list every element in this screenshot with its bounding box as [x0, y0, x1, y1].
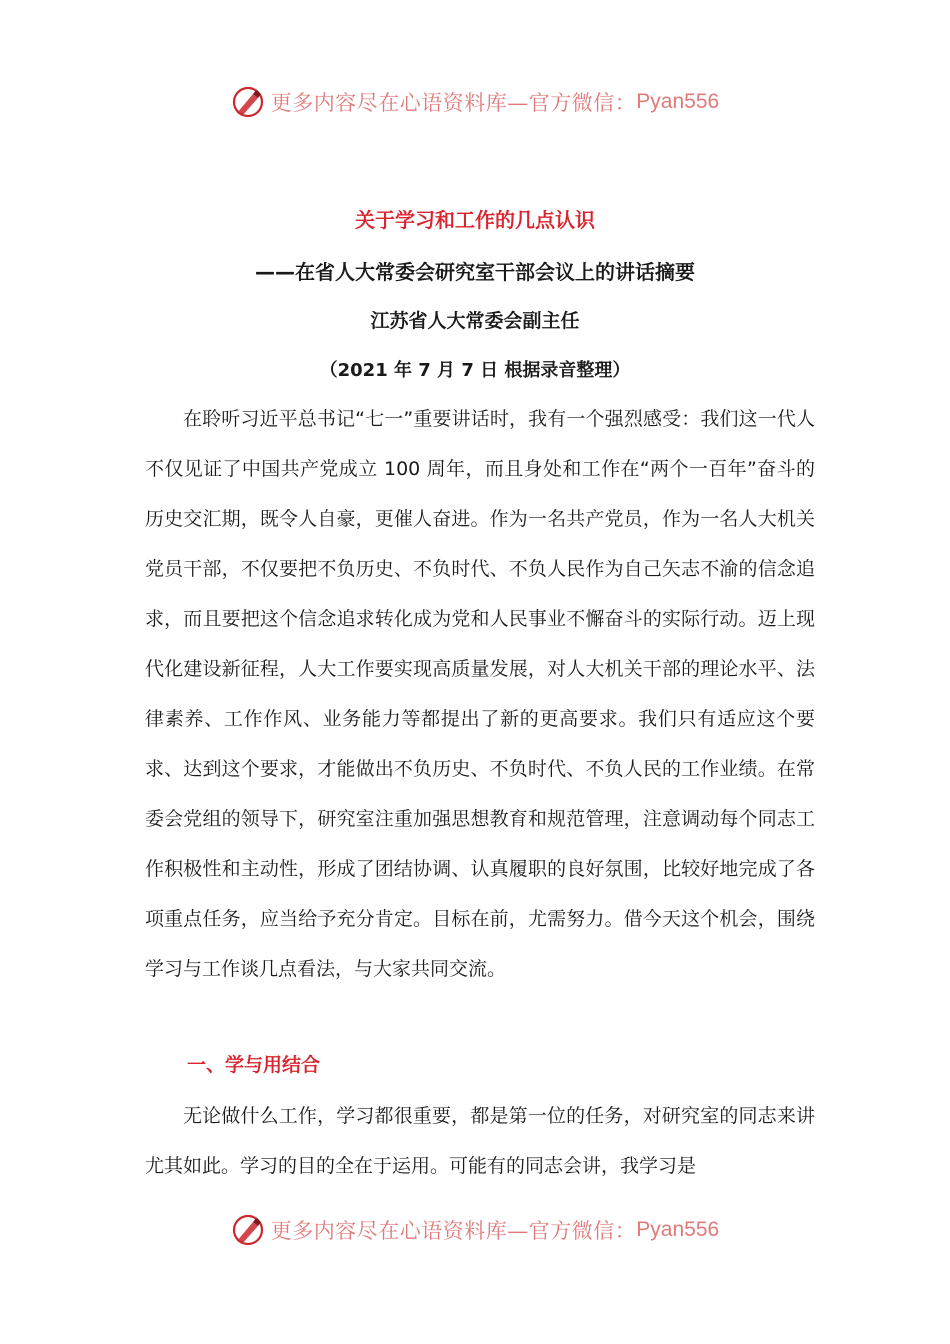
document-subtitle: ——在省人大常委会研究室干部会议上的讲话摘要 [255, 260, 695, 284]
pen-circle-icon [231, 1213, 265, 1247]
body-paragraph-1: 在聆听习近平总书记“七一”重要讲话时，我有一个强烈感受：我们这一代人不仅见证了中国共产党成立 100 周年，而且身处和工作在“两个一百年”奋斗的历史交汇期，既令人自豪，更催人奋进。作为一名共产党员，作为一名人大机关党员干部，不仅要把不负历史、不负时代、不负人民作为自己矢志不渝的信念追求，而且要把这个信念追求转化成为党和人民事业不懈奋斗的实际行动。迈上现代化建设新征程，人大工作要实现高质量发展，对人大机关干部的理论水平、法律素养、工作作风、业务能力等都提出了新的更高要求。我们只有适应这个要求、达到这个要求，才能做出不负历史、不负时代、不负人民的工作业绩。在常委会党组的领导下，研究室注重加强思想教育和规范管理，注意调动每个同志工作积极性和主动性，形成了团结协调、认真履职的良好氛围，比较好地完成了各项重点任务，应当给予充分肯定。目标在前，尤需努力。借今天这个机会，围绕学习与工作谈几点看法，与大家共同交流。 [145, 408, 815, 980]
date-note: （2021 年 7 月 7 日 根据录音整理） [319, 360, 631, 381]
document-title: 关于学习和工作的几点认识 [355, 208, 595, 232]
body-paragraph-2: 无论做什么工作，学习都很重要，都是第一位的任务，对研究室的同志来讲尤其如此。学习的目的全在于运用。可能有的同志会讲，我学习是 [145, 1105, 815, 1177]
watermark-text: 更多内容尽在心语资料库—官方微信： [270, 91, 637, 115]
section-heading-1: 一、学与用结合 [187, 1054, 321, 1076]
watermark-code: Pyan556 [636, 90, 720, 113]
watermark-code: Pyan556 [636, 1218, 720, 1241]
speaker-title: 江苏省人大常委会副主任 [370, 310, 580, 332]
pen-circle-icon [231, 85, 265, 119]
watermark-banner-top [0, 82, 950, 122]
watermark-text: 更多内容尽在心语资料库—官方微信： [270, 1219, 637, 1243]
watermark-banner-bottom [0, 1210, 950, 1250]
